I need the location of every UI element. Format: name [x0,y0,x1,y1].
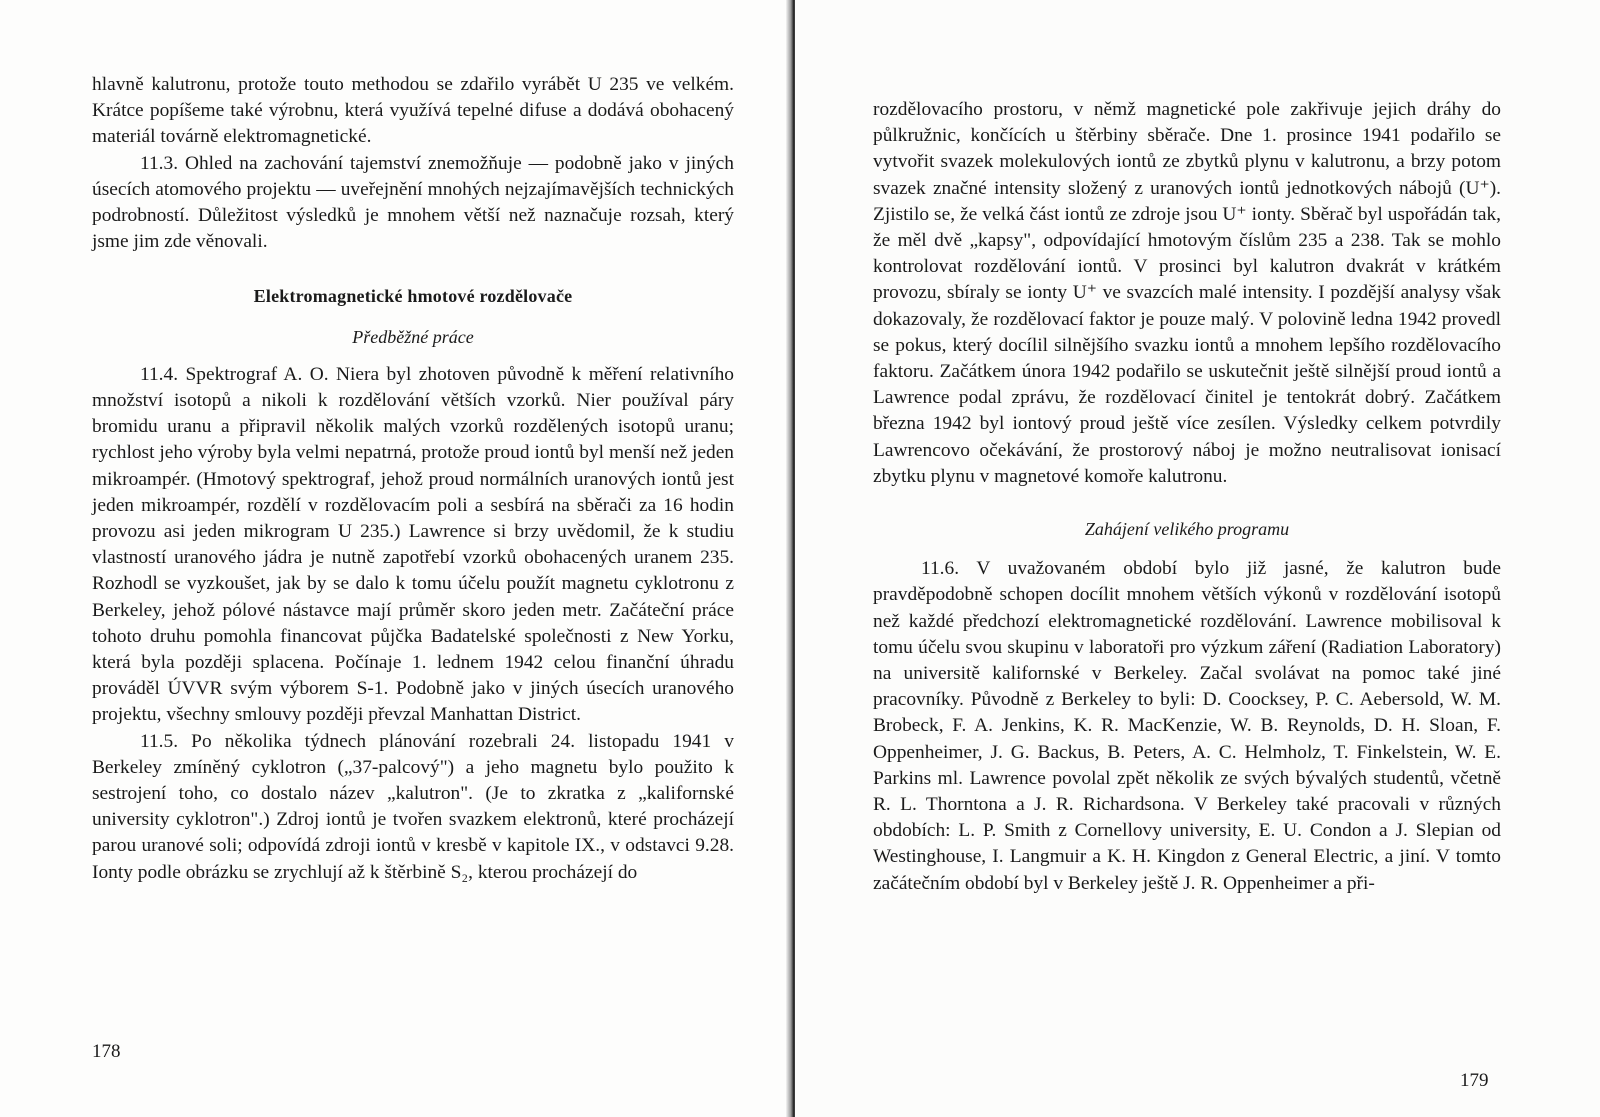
paragraph-11-5: 11.5. Po několika týdnech plánování rozebrali 24. listopadu 1941 v Berkeley zmíněný cyklotron („37-palcový") a jeho magnetu bylo použito k sestrojení toho, co dostalo název „kalutron". (Je to zkratka z „kalifornské university cyklotron".) Zdroj iontů je tvořen svazkem elektronů, které procházejí parou uranové soli; odpovídá zdroji iontů v kresbě v kapitole IX., v odstavci 9.28. Ionty podle obrázku se zrychlují až k štěrbině S₂, kterou procházejí do [92,730,734,883]
paragraph-11-6: 11.6. V uvažovaném období bylo již jasné, že kalutron bude pravděpodobně schopen docílit mnohem větších výkonů v rozdělování isotopů než každé předchozí elektromagnetické rozdělování. Lawrence mobilisoval k tomu účelu svou skupinu v laboratoři pro výzkum záření (Radiation Laboratory) na universitě kalifornské v Berkeley. Začal svolávat na pomoc také jiné pracovníky. Původně z Berkeley to byli: D. Coocksey, P. C. Aebersold, W. M. Brobeck, F. A. Jenkins, K. R. MacKenzie, W. B. Reynolds, D. H. Sloan, F. Oppenheimer, J. G. Backus, B. Peters, A. C. Helmholz, T. Finkelstein, W. E. Parkins ml. Lawrence povolal zpět několik ze svých bývalých studentů, včetně R. L. Thorntona a J. R. Richardsona. V Berkeley také pracovali v různých obdobích: L. P. Smith z Cornellovy university, E. U. Condon a J. Slepian od Westinghouse, I. Langmuir a K. H. Kingdon z General Electric, a jiní. V tomto začátečním období byl v Berkeley ještě J. R. Oppenheimer a při- [873,558,1501,894]
right-page-text [873,97,1501,897]
page-number-left: 178 [92,1041,121,1062]
section-heading: Elektromagnetické hmotové rozdělovače [253,286,573,307]
paragraph: hlavně kalutronu, protože touto methodou se zdařilo vyrábět U 235 ve velkém. Krátce popíšeme také výrobnu, která využívá tepelné difuse a dodává obohacený materiál továrně elektromagnetické. [92,74,734,148]
left-page [0,0,790,1117]
page-number-right: 179 [1460,1070,1489,1091]
left-page-text [92,72,734,886]
right-page [795,0,1600,1117]
subsection-heading: Zahájení velikého programu [1084,519,1290,540]
paragraph-11-4: 11.4. Spektrograf A. O. Niera byl zhotoven původně k měření relativního množství isotopů a nikoli k rozdělování větších vzorků. Nier používal páry bromidu uranu a připravil několik malých vzorků rozdělených isotopů uranu; rychlost jeho výroby byla velmi nepatrná, protože proud iontů byl menší než jeden mikroampér. (Hmotový spektrograf, jehož proud normálních uranových iontů jest jeden mikroampér, rozdělí v rozdělovacím poli a sesbírá na sběrači za 16 hodin provozu asi jeden mikrogram U 235.) Lawrence si brzy uvědomil, že k studiu vlastností uranového jádra je nutně zapotřebí vzorků obohacených uranem 235. Rozhodl se vyzkoušet, jak by se dalo k tomu účelu použít magnetu cyklotronu z Berkeley, jehož pólové nástavce mají průměr skoro jeden metr. Začáteční práce tohoto druhu pomohla financovat půjčka Badatelské společnosti z New Yorku, která byla později splacena. Počínaje 1. lednem 1942 celou finanční úhradu prováděl ÚVVR svým výborem S-1. Podobně jako v jiných úsecích uranového projektu, všechny smlouvy později převzal Manhattan District. [92,363,734,726]
subsection-heading: Předběžné práce [352,326,474,347]
paragraph-11-3: 11.3. Ohled na zachování tajemství znemožňuje — podobně jako v jiných úsecích atomového projektu — uveřejnění mnohých nejzajímavějších technických podrobností. Důležitost výsledků je mnohem větší než naznačuje rozsah, který jsme jim zde věnovali. [92,152,734,253]
paragraph: rozdělovacího prostoru, v němž magnetické pole zakřivuje jejich dráhy do půlkružnic, končících u štěrbiny sběrače. Dne 1. prosince 1941 podařilo se vytvořit svazek molekulových iontů ze zbytků plynu v kalutronu, a brzy potom svazek značné intensity složený z uranových iontů jednotkových nábojů (U⁺). Zjistilo se, že velká část iontů ze zdroje jsou U⁺ ionty. Sběrač byl uspořádán tak, že měl dvě „kapsy", odpovídající hmotovým číslům 235 a 238. Tak se mohlo kontrolovat rozdělování iontů. V prosinci byl kalutron dvakrát v krátkém provozu, sbíraly se ionty U⁺ ve svazcích malé intensity. I pozdější analysy však dokazovaly, že rozdělovací faktor je pouze malý. V polovině ledna 1942 provedl se pokus, který docílil silnějšího svazku iontů a mnohem lepšího rozdělovacího faktoru. Začátkem února 1942 podařilo se uskutečnit ještě silnější proud iontů a Lawrence podal zprávu, že rozdělovací činitel je tentokrát dobrý. Začátkem března 1942 byl iontový proud ještě více zesílen. Výsledky celkem potvrdily Lawrencovo očekávání, že prostorový náboj je možno neutralisovat ionisací zbytku plynu v magnetové komoře kalutronu. [873,99,1501,487]
